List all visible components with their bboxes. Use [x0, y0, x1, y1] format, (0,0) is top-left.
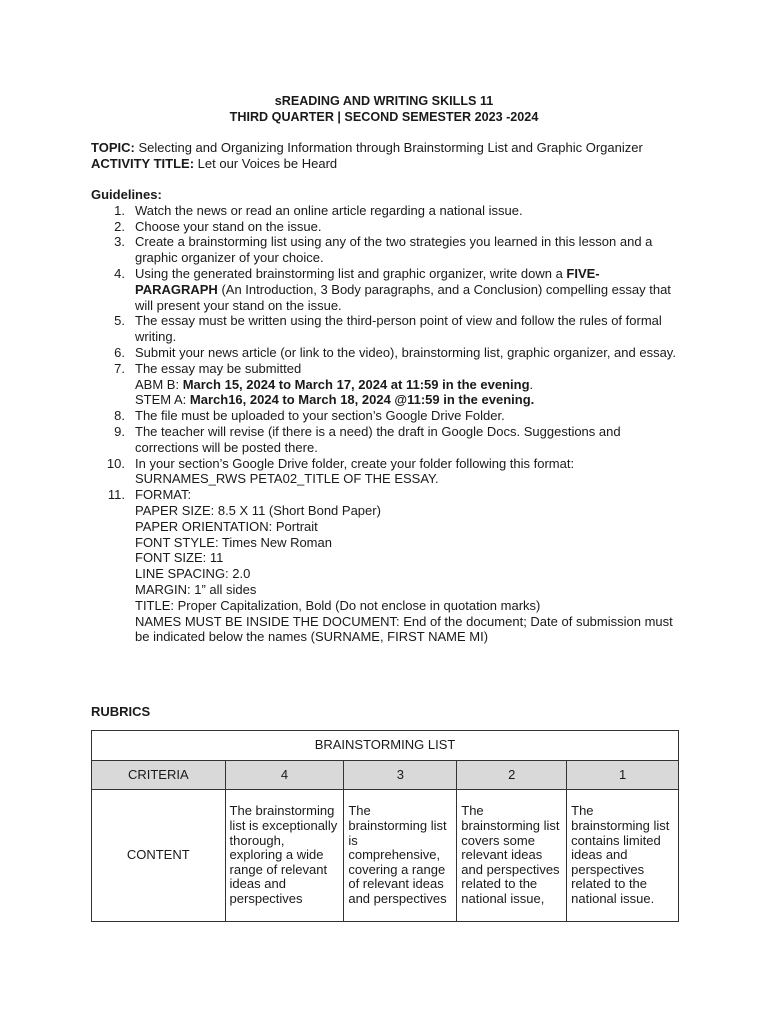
guideline-item: 8. The file must be uploaded to your section’s Google Drive Folder.: [114, 408, 505, 424]
topic-label: TOPIC:: [91, 140, 135, 155]
format-paper-size: PAPER SIZE: 8.5 X 11 (Short Bond Paper): [135, 502, 381, 518]
guideline-item: 11. FORMAT: PAPER SIZE: 8.5 X 11 (Short Bond Paper) PAPER ORIENTATION: Portrait FONT STYLE: Times New Roman FONT SIZE: 11 LINE SPACING: 2.0 MARGIN: 1” all sides TITLE: Proper Capitalization, Bold (Do not enclose in quotation marks) NAMES MUST BE INSIDE THE DOCUMENT: End of the document; Date of submission must be indicated below the names (SURNAME, FIRST NAME MI): [107, 487, 673, 645]
rubric-cell: The brainstorming list contains limited ideas and perspectives related to the national issue.: [567, 790, 679, 922]
rubric-table: [91, 730, 679, 922]
format-margin: MARGIN: 1” all sides: [135, 581, 257, 597]
abm-label: ABM B:: [135, 376, 183, 392]
guideline-item: 9. The teacher will revise (if there is a need) the draft in Google Docs. Suggestions and corrections will be posted there.: [114, 423, 621, 455]
topic-text: Selecting and Organizing Information through Brainstorming List and Graphic Organizer: [134, 140, 643, 155]
guideline-item: 10. In your section’s Google Drive folder, create your folder following this format: SURNAMES_RWS PETA02_TITLE OF THE ESSAY.: [106, 455, 575, 487]
rubric-cell: The brainstorming list is exceptionally thorough, exploring a wide range of relevant ideas and perspectives: [225, 790, 344, 922]
guideline-item: 7. The essay may be submitted ABM B: March 15, 2024 to March 17, 2024 at 11:59 in the evening. STEM A: March16, 2024 to March 18, 2024 @11:59 in the evening.: [114, 360, 535, 408]
topic-line: [91, 140, 691, 156]
column-header-score: 2: [457, 761, 567, 790]
activity-text: Let our Voices be Heard: [194, 155, 338, 171]
course-title: sREADING AND WRITING SKILLS 11: [274, 94, 494, 108]
document-header: [0, 94, 768, 126]
column-header-score: 4: [225, 761, 344, 790]
five-paragraph-emphasis: FIVE-PARAGRAPH: [135, 265, 600, 297]
format-line-spacing: LINE SPACING: 2.0: [135, 566, 251, 582]
rubric-cell: The brainstorming list covers some relevant ideas and perspectives related to the national issue,: [457, 790, 567, 922]
guidelines-list: [91, 203, 681, 645]
quarter-semester: THIRD QUARTER | SECOND SEMESTER 2023 -2024: [229, 109, 539, 124]
format-font-style: FONT STYLE: Times New Roman: [135, 534, 332, 550]
guidelines-title: Guidelines:: [91, 187, 162, 202]
rubric-cell: The brainstorming list is comprehensive, covering a range of relevant ideas and perspectives: [344, 790, 457, 922]
stem-deadline: March16, 2024 to March 18, 2024 @11:59 in the evening.: [189, 392, 535, 408]
activity-line: [91, 156, 691, 172]
folder-format: SURNAMES_RWS PETA02_TITLE OF THE ESSAY.: [135, 471, 439, 487]
column-header-score: 1: [567, 761, 679, 790]
guideline-item: 6. Submit your news article (or link to the video), brainstorming list, graphic organizer, and essay.: [114, 344, 676, 360]
activity-meta: [91, 140, 691, 172]
criteria-cell: CONTENT: [92, 790, 226, 922]
rubric-table-title: BRAINSTORMING LIST: [92, 731, 679, 761]
format-orientation: PAPER ORIENTATION: Portrait: [135, 518, 318, 534]
stem-label: STEM A:: [135, 392, 190, 408]
abm-deadline: March 15, 2024 to March 17, 2024 at 11:59 in the evening: [182, 376, 530, 392]
format-font-size: FONT SIZE: 11: [135, 550, 224, 566]
rubrics-title: RUBRICS: [91, 704, 151, 719]
format-title: TITLE: Proper Capitalization, Bold (Do not enclose in quotation marks): [135, 597, 541, 613]
guideline-item: 4. Using the generated brainstorming list and graphic organizer, write down a FIVE-PARAGRAPH (An Introduction, 3 Body paragraphs, and a Conclusion) compelling essay that will present your stand on the issue.: [114, 265, 671, 313]
guidelines-section: [91, 187, 681, 645]
column-header-criteria: CRITERIA: [92, 761, 226, 790]
guideline-item: 3. Create a brainstorming list using any of the two strategies you learned in this lesson and a graphic organizer of your choice.: [114, 234, 653, 266]
rubric-header-row: [92, 761, 679, 790]
guideline-item: 2. Choose your stand on the issue.: [114, 218, 322, 234]
activity-label: ACTIVITY TITLE:: [91, 155, 195, 171]
table-row: [92, 790, 679, 922]
format-names: NAMES MUST BE INSIDE THE DOCUMENT: End of the document; Date of submission must be indicated below the names (SURNAME, FIRST NAME MI): [135, 613, 673, 645]
guideline-item: 5. The essay must be written using the third-person point of view and follow the rules of formal writing.: [114, 313, 662, 345]
guideline-item: 1. Watch the news or read an online article regarding a national issue.: [114, 202, 523, 218]
column-header-score: 3: [344, 761, 457, 790]
